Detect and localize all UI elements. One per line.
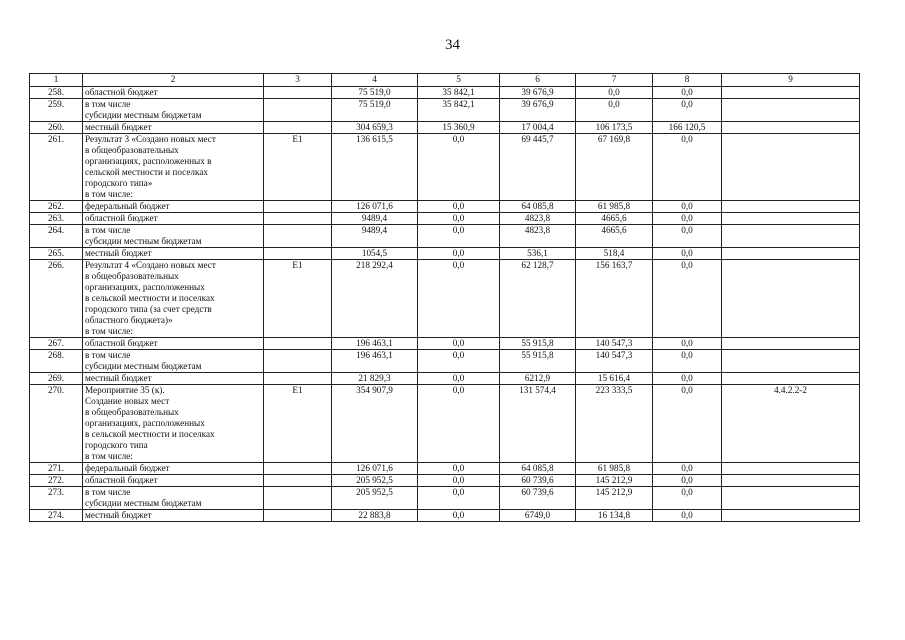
col5-value-cell: 0,0 — [418, 463, 500, 475]
col9-value-cell — [722, 510, 860, 522]
col6-value-cell: 4823,8 — [500, 213, 576, 225]
row-code-cell: Е1 — [264, 385, 332, 463]
row-number-cell: 269. — [30, 373, 83, 385]
row-name-cell: Мероприятие 35 (к). Создание новых мест в общеобразовательных организациях, расположенных в сельской местности и поселках городского типа в том числе: — [83, 385, 264, 463]
col9-value-cell — [722, 201, 860, 213]
col5-value-cell: 0,0 — [418, 475, 500, 487]
col6-value-cell: 64 085,8 — [500, 463, 576, 475]
col9-value-cell — [722, 134, 860, 201]
col9-value-cell — [722, 487, 860, 510]
col8-value-cell: 0,0 — [653, 134, 722, 201]
col6-value-cell: 17 004,4 — [500, 122, 576, 134]
page-number: 34 — [445, 37, 460, 53]
col8-value-cell: 0,0 — [653, 510, 722, 522]
row-number-cell: 260. — [30, 122, 83, 134]
col8-value-cell: 0,0 — [653, 87, 722, 99]
row-code-cell — [264, 487, 332, 510]
col5-value-cell: 35 842,1 — [418, 87, 500, 99]
row-name-cell: местный бюджет — [83, 248, 264, 260]
col4-value-cell: 218 292,4 — [332, 260, 418, 338]
header-cell: 8 — [653, 74, 722, 87]
row-number-cell: 270. — [30, 385, 83, 463]
col4-value-cell: 1054,5 — [332, 248, 418, 260]
row-name-cell: в том числе субсидии местным бюджетам — [83, 487, 264, 510]
col7-value-cell: 145 212,9 — [576, 487, 653, 510]
col8-value-cell: 0,0 — [653, 373, 722, 385]
col7-value-cell: 15 616,4 — [576, 373, 653, 385]
col5-value-cell: 0,0 — [418, 201, 500, 213]
col9-value-cell — [722, 260, 860, 338]
col5-value-cell: 0,0 — [418, 248, 500, 260]
row-number-cell: 258. — [30, 87, 83, 99]
row-code-cell — [264, 463, 332, 475]
col7-value-cell: 61 985,8 — [576, 463, 653, 475]
col5-value-cell: 0,0 — [418, 385, 500, 463]
col4-value-cell: 75 519,0 — [332, 87, 418, 99]
col5-value-cell: 0,0 — [418, 225, 500, 248]
col7-value-cell: 4665,6 — [576, 225, 653, 248]
col9-value-cell — [722, 463, 860, 475]
col4-value-cell: 75 519,0 — [332, 99, 418, 122]
col4-value-cell: 205 952,5 — [332, 475, 418, 487]
col6-value-cell: 39 676,9 — [500, 87, 576, 99]
row-number-cell: 274. — [30, 510, 83, 522]
row-code-cell — [264, 350, 332, 373]
col5-value-cell: 0,0 — [418, 338, 500, 350]
col7-value-cell: 223 333,5 — [576, 385, 653, 463]
col8-value-cell: 166 120,5 — [653, 122, 722, 134]
col5-value-cell: 0,0 — [418, 487, 500, 510]
col4-value-cell: 9489,4 — [332, 225, 418, 248]
row-number-cell: 262. — [30, 201, 83, 213]
col6-value-cell: 64 085,8 — [500, 201, 576, 213]
row-number-cell: 265. — [30, 248, 83, 260]
header-cell: 5 — [418, 74, 500, 87]
col6-value-cell: 39 676,9 — [500, 99, 576, 122]
col9-value-cell — [722, 87, 860, 99]
row-name-cell: областной бюджет — [83, 87, 264, 99]
budget-table — [29, 73, 860, 522]
row-name-cell: Результат 4 «Создано новых мест в общеобразовательных организациях, расположенных в сельской местности и поселках городского типа (за счет средств областного бюджета)» в том числе: — [83, 260, 264, 338]
header-cell: 7 — [576, 74, 653, 87]
row-number-cell: 272. — [30, 475, 83, 487]
row-code-cell: Е1 — [264, 134, 332, 201]
row-code-cell — [264, 122, 332, 134]
col4-value-cell: 196 463,1 — [332, 350, 418, 373]
col8-value-cell: 0,0 — [653, 487, 722, 510]
col9-value-cell — [722, 350, 860, 373]
row-code-cell — [264, 225, 332, 248]
row-number-cell: 264. — [30, 225, 83, 248]
row-number-cell: 259. — [30, 99, 83, 122]
col8-value-cell: 0,0 — [653, 99, 722, 122]
table-row — [30, 373, 860, 385]
col9-value-cell — [722, 225, 860, 248]
col4-value-cell: 22 883,8 — [332, 510, 418, 522]
table-row — [30, 87, 860, 99]
col6-value-cell: 55 915,8 — [500, 350, 576, 373]
col9-value-cell — [722, 248, 860, 260]
col7-value-cell: 4665,6 — [576, 213, 653, 225]
row-code-cell — [264, 338, 332, 350]
table-body — [30, 74, 860, 522]
row-name-cell: областной бюджет — [83, 213, 264, 225]
col8-value-cell: 0,0 — [653, 248, 722, 260]
col7-value-cell: 140 547,3 — [576, 338, 653, 350]
row-number-cell: 271. — [30, 463, 83, 475]
col8-value-cell: 0,0 — [653, 201, 722, 213]
table-row — [30, 350, 860, 373]
col6-value-cell: 131 574,4 — [500, 385, 576, 463]
table-row — [30, 248, 860, 260]
col6-value-cell: 60 739,6 — [500, 487, 576, 510]
col7-value-cell: 156 163,7 — [576, 260, 653, 338]
col7-value-cell: 0,0 — [576, 87, 653, 99]
row-name-cell: федеральный бюджет — [83, 201, 264, 213]
col8-value-cell: 0,0 — [653, 463, 722, 475]
col7-value-cell: 518,4 — [576, 248, 653, 260]
row-number-cell: 273. — [30, 487, 83, 510]
row-name-cell: областной бюджет — [83, 338, 264, 350]
col7-value-cell: 67 169,8 — [576, 134, 653, 201]
row-number-cell: 268. — [30, 350, 83, 373]
col9-value-cell — [722, 338, 860, 350]
row-name-cell: в том числе субсидии местным бюджетам — [83, 350, 264, 373]
col9-value-cell — [722, 122, 860, 134]
header-cell: 3 — [264, 74, 332, 87]
col8-value-cell: 0,0 — [653, 225, 722, 248]
col6-value-cell: 55 915,8 — [500, 338, 576, 350]
table-row — [30, 338, 860, 350]
row-code-cell — [264, 373, 332, 385]
col4-value-cell: 205 952,5 — [332, 487, 418, 510]
col9-value-cell: 4.4.2.2-2 — [722, 385, 860, 463]
row-number-cell: 267. — [30, 338, 83, 350]
col5-value-cell: 0,0 — [418, 350, 500, 373]
row-name-cell: Результат 3 «Создано новых мест в общеобразовательных организациях, расположенных в сельской местности и поселках городского типа» в том числе: — [83, 134, 264, 201]
col8-value-cell: 0,0 — [653, 213, 722, 225]
col5-value-cell: 15 360,9 — [418, 122, 500, 134]
col5-value-cell: 35 842,1 — [418, 99, 500, 122]
col5-value-cell: 0,0 — [418, 213, 500, 225]
col6-value-cell: 60 739,6 — [500, 475, 576, 487]
table-row — [30, 487, 860, 510]
row-name-cell: местный бюджет — [83, 122, 264, 134]
row-name-cell: в том числе субсидии местным бюджетам — [83, 225, 264, 248]
row-code-cell: Е1 — [264, 260, 332, 338]
row-number-cell: 263. — [30, 213, 83, 225]
col7-value-cell: 106 173,5 — [576, 122, 653, 134]
col4-value-cell: 354 907,9 — [332, 385, 418, 463]
table-row — [30, 475, 860, 487]
col8-value-cell: 0,0 — [653, 475, 722, 487]
col4-value-cell: 196 463,1 — [332, 338, 418, 350]
row-code-cell — [264, 213, 332, 225]
row-number-cell: 261. — [30, 134, 83, 201]
col6-value-cell: 62 128,7 — [500, 260, 576, 338]
row-code-cell — [264, 475, 332, 487]
row-name-cell: местный бюджет — [83, 373, 264, 385]
col6-value-cell: 69 445,7 — [500, 134, 576, 201]
col4-value-cell: 126 071,6 — [332, 201, 418, 213]
row-code-cell — [264, 87, 332, 99]
col4-value-cell: 9489,4 — [332, 213, 418, 225]
table-row — [30, 201, 860, 213]
col4-value-cell: 304 659,3 — [332, 122, 418, 134]
col8-value-cell: 0,0 — [653, 350, 722, 373]
table-row — [30, 463, 860, 475]
table-row — [30, 122, 860, 134]
table-row — [30, 260, 860, 338]
col5-value-cell: 0,0 — [418, 373, 500, 385]
row-name-cell: областной бюджет — [83, 475, 264, 487]
col6-value-cell: 6212,9 — [500, 373, 576, 385]
header-cell: 1 — [30, 74, 83, 87]
header-cell: 2 — [83, 74, 264, 87]
row-number-cell: 266. — [30, 260, 83, 338]
table-row — [30, 510, 860, 522]
table-row — [30, 99, 860, 122]
row-code-cell — [264, 248, 332, 260]
header-cell: 4 — [332, 74, 418, 87]
col4-value-cell: 21 829,3 — [332, 373, 418, 385]
col8-value-cell: 0,0 — [653, 385, 722, 463]
col9-value-cell — [722, 213, 860, 225]
col5-value-cell: 0,0 — [418, 510, 500, 522]
col7-value-cell: 61 985,8 — [576, 201, 653, 213]
row-name-cell: местный бюджет — [83, 510, 264, 522]
col8-value-cell: 0,0 — [653, 260, 722, 338]
table-row — [30, 225, 860, 248]
col7-value-cell: 140 547,3 — [576, 350, 653, 373]
row-code-cell — [264, 99, 332, 122]
header-row — [30, 74, 860, 87]
col7-value-cell: 145 212,9 — [576, 475, 653, 487]
col8-value-cell: 0,0 — [653, 338, 722, 350]
row-code-cell — [264, 510, 332, 522]
col9-value-cell — [722, 373, 860, 385]
col4-value-cell: 136 615,5 — [332, 134, 418, 201]
col9-value-cell — [722, 475, 860, 487]
table-row — [30, 134, 860, 201]
header-cell: 9 — [722, 74, 860, 87]
col7-value-cell: 0,0 — [576, 99, 653, 122]
col5-value-cell: 0,0 — [418, 260, 500, 338]
table-row — [30, 213, 860, 225]
col5-value-cell: 0,0 — [418, 134, 500, 201]
col6-value-cell: 4823,8 — [500, 225, 576, 248]
col9-value-cell — [722, 99, 860, 122]
header-cell: 6 — [500, 74, 576, 87]
col4-value-cell: 126 071,6 — [332, 463, 418, 475]
row-code-cell — [264, 201, 332, 213]
col7-value-cell: 16 134,8 — [576, 510, 653, 522]
row-name-cell: федеральный бюджет — [83, 463, 264, 475]
col6-value-cell: 536,1 — [500, 248, 576, 260]
col6-value-cell: 6749,0 — [500, 510, 576, 522]
table-row — [30, 385, 860, 463]
row-name-cell: в том числе субсидии местным бюджетам — [83, 99, 264, 122]
